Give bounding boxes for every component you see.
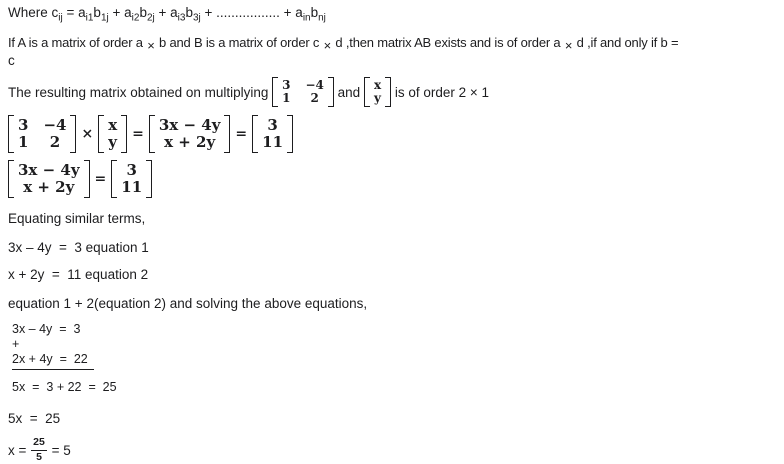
subscript: in bbox=[303, 13, 311, 24]
subscript: ij bbox=[58, 13, 62, 24]
text-run: is of order 2 × 1 bbox=[391, 85, 489, 100]
row-equating-statement bbox=[8, 210, 784, 228]
matrix-cell: 3 bbox=[282, 79, 290, 92]
matrix-cell: 2 bbox=[50, 134, 60, 151]
matrix-cell: 3 bbox=[127, 162, 137, 179]
formula-token: = a bbox=[63, 5, 86, 20]
matrix-cell: 3x − 4y bbox=[18, 162, 80, 179]
work-plus-sign bbox=[12, 337, 784, 352]
fraction-numerator: 25 bbox=[31, 436, 47, 451]
matrix-cell: −4 bbox=[306, 79, 324, 92]
elimination-work-block bbox=[12, 322, 784, 370]
row-5x-result bbox=[8, 410, 784, 428]
text-run: b and B is a matrix of order c bbox=[156, 35, 323, 50]
matrix-coefficients bbox=[8, 115, 76, 153]
equation-text: x + 2y = 11 equation 2 bbox=[8, 267, 148, 282]
row-sum-equation bbox=[12, 378, 784, 396]
equation-text: = 5 bbox=[48, 443, 71, 458]
matrix-cell: 3 bbox=[267, 117, 277, 134]
row-matrix-equation-2 bbox=[8, 158, 784, 200]
equation-text: 3x – 4y = 3 bbox=[12, 322, 80, 336]
matrix-cell: 1 bbox=[282, 92, 290, 105]
formula-token: b bbox=[139, 5, 147, 20]
matrix-cell: 2 bbox=[311, 92, 319, 105]
subscript: i2 bbox=[132, 13, 140, 24]
equals-sign: = bbox=[132, 126, 144, 142]
work-equation-2 bbox=[12, 352, 784, 370]
matrix-cell: 11 bbox=[121, 179, 142, 196]
matrix-values bbox=[111, 160, 152, 198]
formula-token: b bbox=[185, 5, 193, 20]
subscript: i3 bbox=[178, 13, 186, 24]
subscript: 3j bbox=[193, 13, 201, 24]
matrix-expression bbox=[149, 115, 231, 153]
multiply-icon: × bbox=[565, 37, 572, 55]
fraction bbox=[31, 436, 47, 464]
matrix-cell: 11 bbox=[262, 134, 283, 151]
matrix-bracket-right bbox=[84, 160, 90, 198]
formula-token: + a bbox=[109, 5, 132, 20]
matrix-cell: −4 bbox=[43, 117, 66, 134]
matrix-values bbox=[252, 115, 293, 153]
matrix-cell: y bbox=[374, 92, 381, 105]
row-matrix-equation-1 bbox=[8, 114, 784, 154]
row-x-value bbox=[8, 436, 784, 464]
matrix-cell: 3x − 4y bbox=[159, 117, 221, 134]
matrix-cell: x + 2y bbox=[164, 134, 215, 151]
equation-text: 5x = 3 + 22 = 25 bbox=[12, 380, 117, 394]
row-multiplying-statement bbox=[8, 76, 784, 108]
multiply-icon: × bbox=[147, 37, 154, 55]
matrix-cell: 3 bbox=[18, 117, 28, 134]
equation-text: x = bbox=[8, 443, 30, 458]
matrix-bracket-right bbox=[224, 115, 230, 153]
subscript: nj bbox=[318, 13, 326, 24]
text-run: c bbox=[8, 53, 15, 68]
matrix-variables bbox=[364, 77, 391, 108]
plus-icon: + bbox=[12, 337, 19, 351]
row-solving-statement bbox=[8, 295, 784, 313]
subscript: 2j bbox=[147, 13, 155, 24]
subscript: i1 bbox=[86, 13, 94, 24]
text-run: The resulting matrix obtained on multiplying bbox=[8, 85, 272, 100]
matrix-expression bbox=[8, 160, 90, 198]
matrix-bracket-right bbox=[70, 115, 76, 153]
formula-token: + a bbox=[155, 5, 178, 20]
text-run: d ,if and only if b = bbox=[573, 35, 678, 50]
row-equation-2 bbox=[8, 266, 784, 284]
work-equation-1 bbox=[12, 322, 784, 337]
formula-token: b bbox=[93, 5, 101, 20]
equation-text: 5x = 25 bbox=[8, 411, 60, 426]
matrix-coefficients bbox=[272, 77, 334, 108]
matrix-cell: 1 bbox=[18, 134, 28, 151]
matrix-cell: x + 2y bbox=[23, 179, 74, 196]
text-run: If A is a matrix of order a bbox=[8, 35, 146, 50]
matrix-bracket-right bbox=[287, 115, 293, 153]
text-run: equation 1 + 2(equation 2) and solving the above equations, bbox=[8, 296, 367, 311]
row-order-rule bbox=[8, 34, 784, 52]
row-order-rule-overflow bbox=[8, 53, 784, 68]
formula-token: Where c bbox=[8, 5, 58, 20]
matrix-cell: x bbox=[108, 117, 117, 134]
multiply-icon: × bbox=[81, 126, 93, 142]
text-run: Equating similar terms, bbox=[8, 211, 145, 226]
equals-sign: = bbox=[235, 126, 247, 142]
text-run: d ,then matrix AB exists and is of order a bbox=[332, 35, 564, 50]
equation-text-underlined: 2x + 4y = 22 bbox=[12, 352, 94, 370]
equals-sign: = bbox=[95, 171, 107, 187]
matrix-cell: y bbox=[108, 134, 117, 151]
formula-token: b bbox=[311, 5, 319, 20]
multiply-icon: × bbox=[324, 37, 331, 55]
row-equation-1 bbox=[8, 239, 784, 257]
matrix-bracket-right bbox=[121, 115, 127, 153]
equation-text: 3x – 4y = 3 equation 1 bbox=[8, 240, 149, 255]
text-run: and bbox=[334, 85, 364, 100]
subscript: 1j bbox=[101, 13, 109, 24]
fraction-denominator: 5 bbox=[36, 451, 42, 464]
matrix-bracket-right bbox=[146, 160, 152, 198]
matrix-variables bbox=[98, 115, 127, 153]
matrix-cell: x bbox=[374, 79, 381, 92]
row-where-formula bbox=[8, 4, 784, 22]
formula-token: + ................. + a bbox=[201, 5, 303, 20]
